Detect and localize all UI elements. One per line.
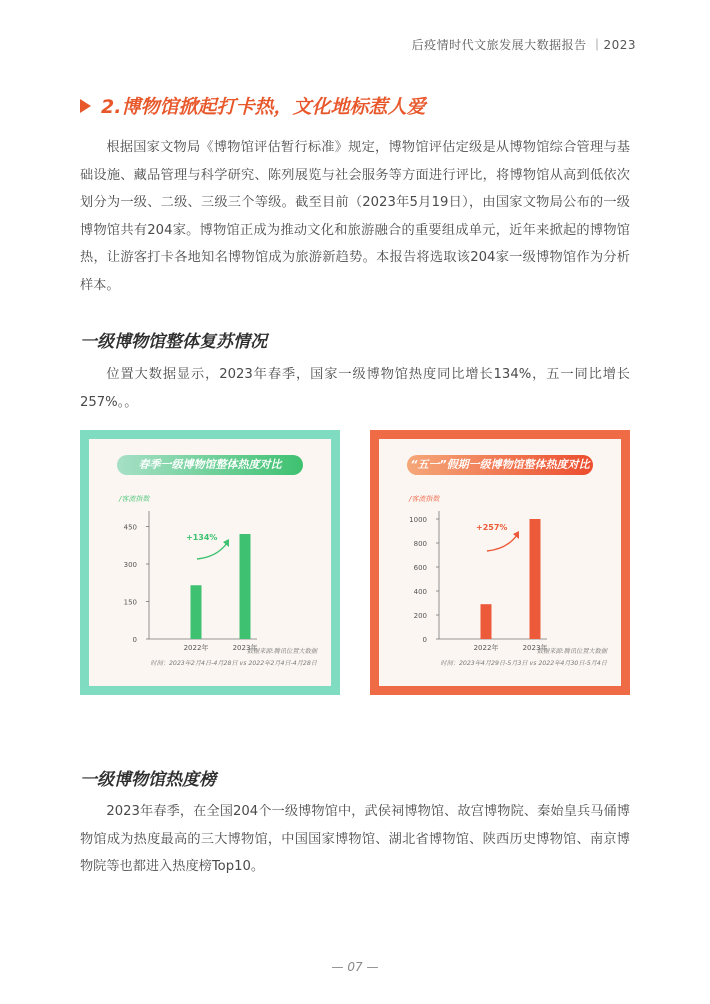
data-source-note: 数据来源:腾讯位置大数据 xyxy=(246,648,317,655)
y-tick-label: 450 xyxy=(123,523,137,532)
y-tick-label: 0 xyxy=(132,636,137,644)
x-tick-label: 2022年 xyxy=(473,644,499,652)
y-tick-label: 800 xyxy=(413,540,427,548)
y-tick-label: 1000 xyxy=(409,516,427,524)
y-tick-label: 150 xyxy=(123,598,137,607)
mayday-chart-title: “五一”假期一级博物馆整体热度对比 xyxy=(407,455,593,475)
y-axis-label: /客流指数 xyxy=(409,495,440,503)
bar-2023年 xyxy=(240,534,251,639)
y-axis-label: /客流指数 xyxy=(119,495,150,503)
section-title-text: 2.博物馆掀起打卡热，文化地标惹人爱 xyxy=(101,96,426,118)
time-period-note: 时间：2023年2月4日-4月28日 vs 2022年2月4日-4月28日 xyxy=(150,660,317,667)
spring-bar-chart xyxy=(89,439,331,686)
bar-2022年 xyxy=(191,585,202,639)
mayday-chart-card xyxy=(370,430,630,695)
bar-2023年 xyxy=(530,519,541,639)
recovery-paragraph: 位置大数据显示，2023年春季，国家一级博物馆热度同比增长134%，五一同比增长257%。。 xyxy=(80,367,630,410)
bar-2022年 xyxy=(481,604,492,639)
x-tick-label: 2023年 xyxy=(232,644,258,652)
spring-chart-card xyxy=(80,430,340,695)
intro-paragraph: 根据国家文物局《博物馆评估暂行标准》规定，博物馆评估定级是从博物馆综合管理与基础设施、藏品管理与科学研究、陈列展览与社会服务等方面进行评比，将博物馆从高到低依次划分为一级、二级、三级三个等级。截至目前（2023年5月19日），由国家文物局公布的一级博物馆共有204家。博物馆正成为推动文化和旅游融合的重要组成单元，近年来掀起的博物馆热，让游客打卡各地知名博物馆成为旅游新趋势。本报告将选取该204家一级博物馆作为分析样本。 xyxy=(80,140,630,293)
ranking-subtitle: 一级博物馆热度榜 xyxy=(80,770,216,790)
data-source-note: 数据来源:腾讯位置大数据 xyxy=(536,648,607,655)
ranking-paragraph: 2023年春季，在全国204个一级博物馆中，武侯祠博物馆、故宫博物院、秦始皇兵马俑博物馆成为热度最高的三大博物馆，中国国家博物馆、湖北省博物馆、陕西历史博物馆、南京博物院等也都进入热度榜Top10。 xyxy=(80,804,630,874)
growth-arrow-icon xyxy=(487,535,517,551)
y-tick-label: 0 xyxy=(422,636,427,644)
x-tick-label: 2022年 xyxy=(183,644,209,652)
spring-chart-title: 春季一级博物馆整体热度对比 xyxy=(117,455,303,475)
growth-arrow-icon xyxy=(197,543,227,559)
growth-annotation: +134% xyxy=(186,533,218,542)
triangle-bullet-icon xyxy=(80,99,91,113)
y-tick-label: 400 xyxy=(413,588,427,596)
y-tick-label: 200 xyxy=(413,612,427,620)
y-tick-label: 600 xyxy=(413,564,427,572)
page-number: — 07 — xyxy=(331,960,379,974)
x-tick-label: 2023年 xyxy=(522,644,548,652)
y-tick-label: 300 xyxy=(123,561,137,569)
growth-annotation: +257% xyxy=(476,523,508,532)
mayday-bar-chart xyxy=(379,439,621,686)
section-title xyxy=(80,92,425,119)
time-period-note: 时间：2023年4月29日-5月3日 vs 2022年4月30日-5月4日 xyxy=(440,660,607,667)
report-header: 后疫情时代文旅发展大数据报告 ｜2023 xyxy=(411,38,636,52)
recovery-subtitle: 一级博物馆整体复苏情况 xyxy=(80,332,267,352)
